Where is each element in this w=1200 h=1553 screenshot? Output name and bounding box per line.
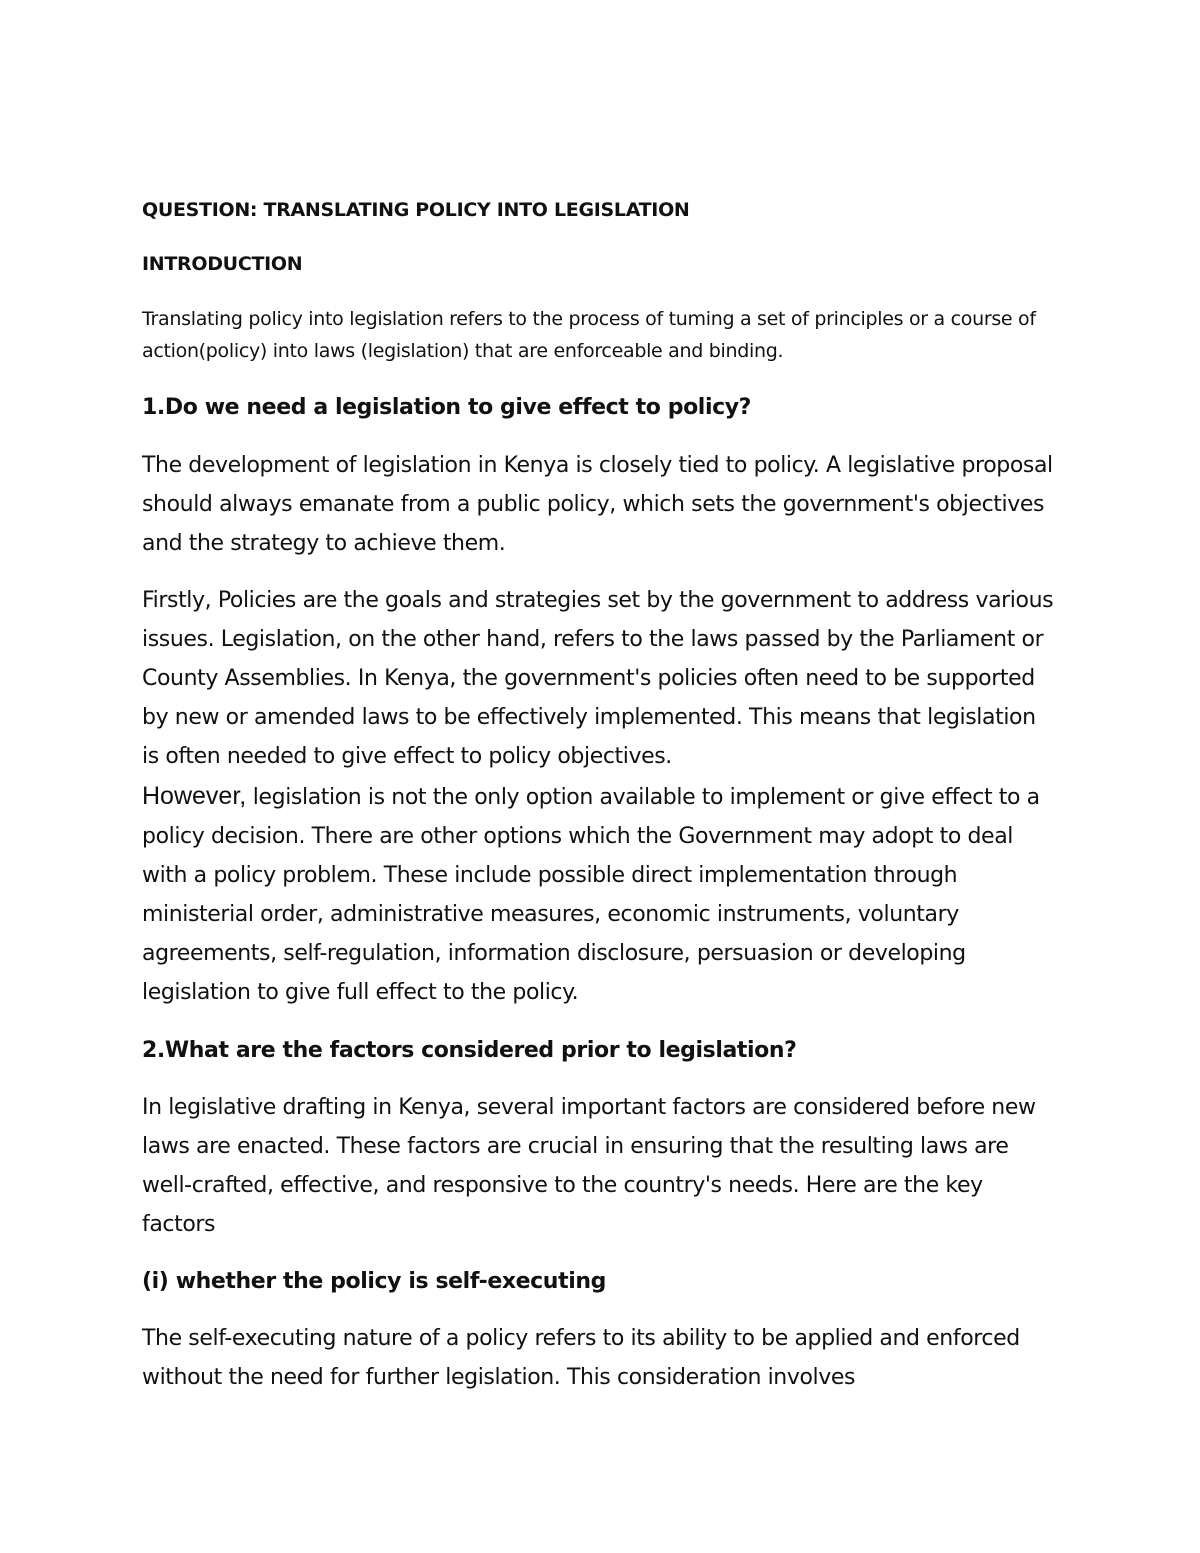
question-1-paragraph-2: Firstly, Policies are the goals and strategies set by the government to address various issues. Legislation, on the other hand, refers to the laws passed by the Parliament or County Assemblies. In Kenya, the government's policies often need to be supported by new or amended laws to be effectively implemented. This means that legislation is often needed to give effect to policy objectives.: [142, 588, 1054, 769]
intro-heading: INTRODUCTION: [142, 253, 303, 275]
question-2-heading: 2.What are the factors considered prior to legislation?: [142, 1038, 797, 1063]
question-1-paragraph-3: [142, 777, 1057, 1012]
factor-1-heading: (i) whether the policy is self-executing: [142, 1269, 606, 1294]
intro-paragraph: Translating policy into legislation refers to the process of tuming a set of principles or a course of action(policy) into laws (legislation) that are enforceable and binding.: [142, 308, 1036, 362]
question-1-heading: 1.Do we need a legislation to give effect to policy?: [142, 395, 752, 420]
however-lead-word: However,: [142, 782, 247, 810]
question-1-paragraph-1: The development of legislation in Kenya is closely tied to policy. A legislative proposal should always emanate from a public policy, which sets the government's objectives and the strategy to achieve them.: [142, 453, 1053, 556]
document-title: QUESTION: TRANSLATING POLICY INTO LEGISLATION: [142, 199, 690, 221]
factor-1-paragraph: The self-executing nature of a policy refers to its ability to be applied and enforced without the need for further legislation. This consideration involves: [142, 1326, 1020, 1390]
question-1-paragraph-3-text: legislation is not the only option available to implement or give effect to a policy decision. There are other options which the Government may adopt to deal with a policy problem. These include possible direct implementation through ministerial order, administrative measures, economic instruments, voluntary agreements, self-regulation, information disclosure, persuasion or developing legislation to give full effect to the policy.: [142, 785, 1040, 1005]
question-2-paragraph-1: In legislative drafting in Kenya, several important factors are considered before new laws are enacted. These factors are crucial in ensuring that the resulting laws are well-crafted, effective, and responsive to the country's needs. Here are the key factors: [142, 1095, 1036, 1237]
